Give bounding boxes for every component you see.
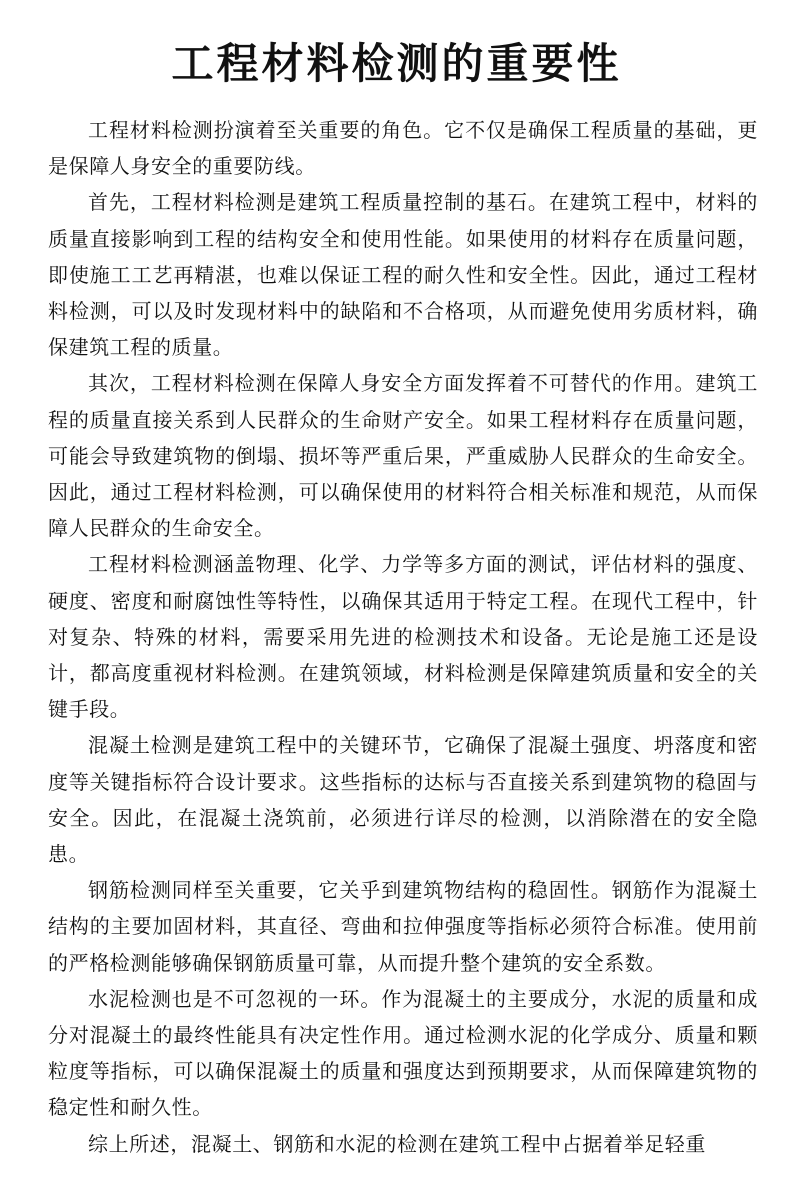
paragraph-personal-safety: 其次，工程材料检测在保障人身安全方面发挥着不可替代的作用。建筑工程的质量直接关系到人民群众的生命财产安全。如果工程材料存在质量问题，可能会导致建筑物的倒塌、损坏等严重后果，严重威胁人民群众的生命安全。因此，通过工程材料检测，可以确保使用的材料符合相关标准和规范，从而保障人民群众的生命安全。 [48,371,758,541]
paragraph-testing-scope: 工程材料检测涵盖物理、化学、力学等多方面的测试，评估材料的强度、硬度、密度和耐腐蚀性等特性，以确保其适用于特定工程。在现代工程中，针对复杂、特殊的材料，需要采用先进的检测技术和设备。无论是施工还是设计，都高度重视材料检测。在建筑领域，材料检测是保障建筑质量和安全的关键手段。 [48,552,758,722]
paragraph-cement-testing: 水泥检测也是不可忽视的一环。作为混凝土的主要成分，水泥的质量和成分对混凝土的最终性能具有决定性作用。通过检测水泥的化学成分、质量和颗粒度等指标，可以确保混凝土的质量和强度达到预期要求，从而保障建筑物的稳定性和耐久性。 [48,986,758,1120]
paragraph-intro: 工程材料检测扮演着至关重要的角色。它不仅是确保工程质量的基础，更是保障人身安全的重要防线。 [48,118,758,179]
paragraph-quality-control: 首先，工程材料检测是建筑工程质量控制的基石。在建筑工程中，材料的质量直接影响到工程的结构安全和使用性能。如果使用的材料存在质量问题，即使施工工艺再精湛，也难以保证工程的耐久性和安全性。因此，通过工程材料检测，可以及时发现材料中的缺陷和不合格项，从而避免使用劣质材料，确保建筑工程的质量。 [48,190,758,360]
document-title: 工程材料检测的重要性 [171,39,622,88]
paragraph-concrete-testing: 混凝土检测是建筑工程中的关键环节，它确保了混凝土强度、坍落度和密度等关键指标符合设计要求。这些指标的达标与否直接关系到建筑物的稳固与安全。因此，在混凝土浇筑前，必须进行详尽的检测，以消除潜在的安全隐患。 [48,733,758,867]
paragraph-rebar-testing: 钢筋检测同样至关重要，它关乎到建筑物结构的稳固性。钢筋作为混凝土结构的主要加固材料，其直径、弯曲和拉伸强度等指标必须符合标准。使用前的严格检测能够确保钢筋质量可靠，从而提升整个建筑的安全系数。 [48,878,758,975]
paragraph-conclusion: 综上所述，混凝土、钢筋和水泥的检测在建筑工程中占据着举足轻重 [88,1131,706,1156]
document-body [48,112,758,1162]
